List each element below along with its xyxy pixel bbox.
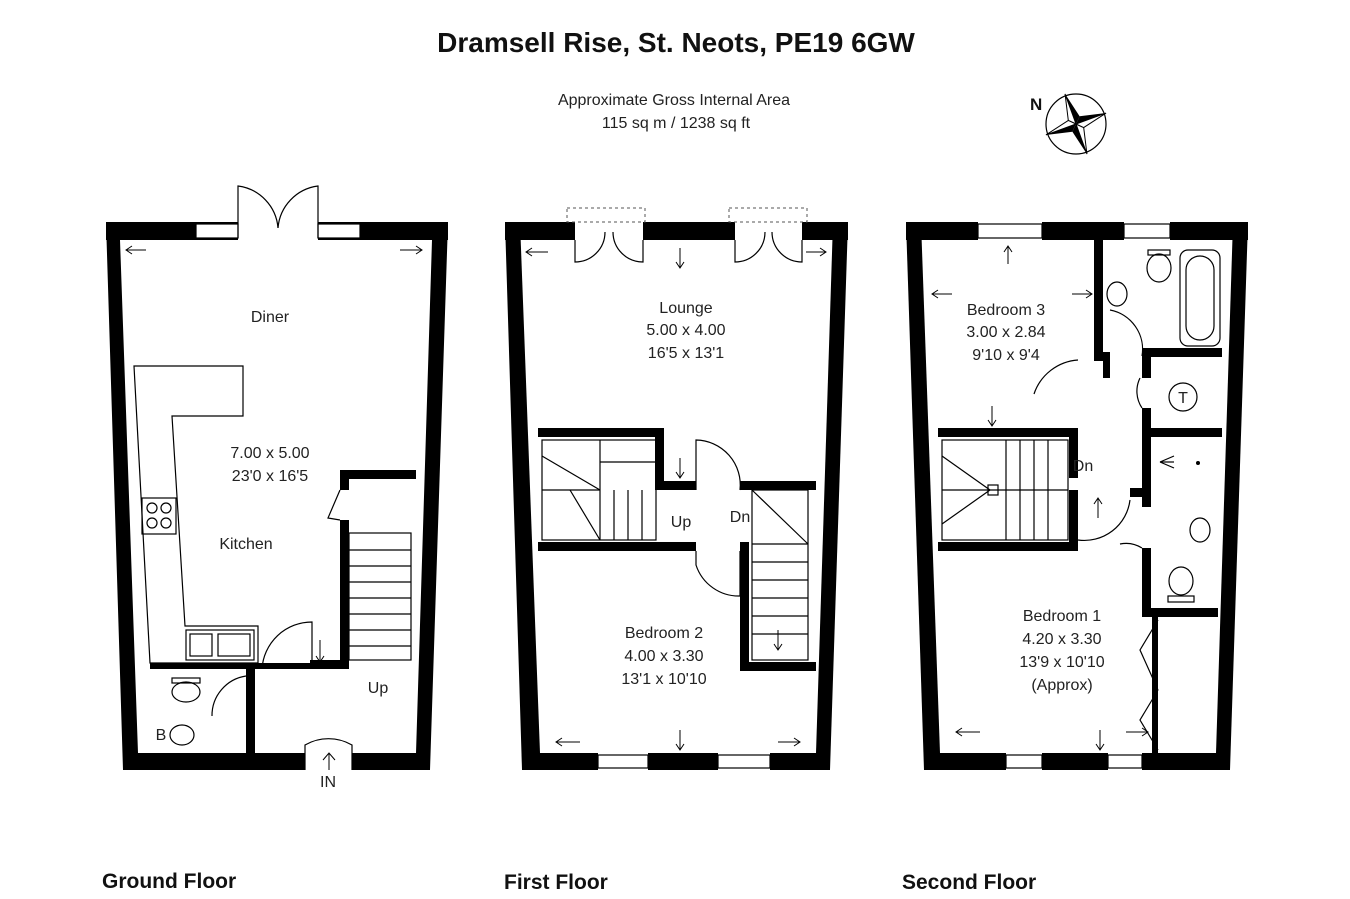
- second-floor-plan: [906, 222, 1248, 770]
- first-down-label: Dn: [729, 509, 751, 526]
- second-bedroom1-dims-ft: 13'9 x 10'10: [1019, 654, 1105, 671]
- first-lounge-dims-m: 5.00 x 4.00: [646, 322, 726, 339]
- first-up-label: Up: [670, 514, 692, 531]
- first-floor-plan: [505, 208, 848, 770]
- ground-floor-label: Ground Floor: [102, 870, 237, 893]
- first-floor-label: First Floor: [504, 871, 608, 894]
- ground-diner-label: Diner: [250, 309, 290, 326]
- area-value: 115 sq m / 1238 sq ft: [601, 115, 751, 132]
- page-title: Dramsell Rise, St. Neots, PE19 6GW: [437, 27, 915, 58]
- second-bedroom1-label: Bedroom 1: [1022, 608, 1102, 625]
- second-bedroom3-dims-ft: 9'10 x 9'4: [972, 347, 1040, 364]
- second-tank-label: T: [1178, 390, 1188, 407]
- ground-kitchen-label: Kitchen: [219, 536, 273, 553]
- area-caption: Approximate Gross Internal Area: [557, 92, 791, 109]
- ground-kitchen-dims-ft: 23'0 x 16'5: [231, 468, 309, 485]
- ground-boiler-label: B: [155, 727, 167, 744]
- second-floor-label: Second Floor: [902, 871, 1037, 894]
- second-bedroom3-label: Bedroom 3: [966, 302, 1046, 319]
- first-bedroom2-dims-m: 4.00 x 3.30: [624, 648, 704, 665]
- compass-north-label: N: [1030, 95, 1043, 114]
- compass-icon: [1030, 83, 1117, 165]
- second-bedroom1-note: (Approx): [1031, 677, 1093, 694]
- ground-up-label: Up: [367, 680, 389, 697]
- first-lounge-label: Lounge: [659, 300, 713, 317]
- second-down-label: Dn: [1072, 458, 1094, 475]
- ground-entrance-label: IN: [320, 774, 336, 791]
- ground-kitchen-dims-m: 7.00 x 5.00: [230, 445, 310, 462]
- first-bedroom2-dims-ft: 13'1 x 10'10: [621, 671, 707, 688]
- second-bedroom3-dims-m: 3.00 x 2.84: [966, 324, 1046, 341]
- ground-floor-plan: [106, 186, 448, 791]
- first-lounge-dims-ft: 16'5 x 13'1: [647, 345, 725, 362]
- second-bedroom1-dims-m: 4.20 x 3.30: [1022, 631, 1102, 648]
- first-bedroom2-label: Bedroom 2: [624, 625, 704, 642]
